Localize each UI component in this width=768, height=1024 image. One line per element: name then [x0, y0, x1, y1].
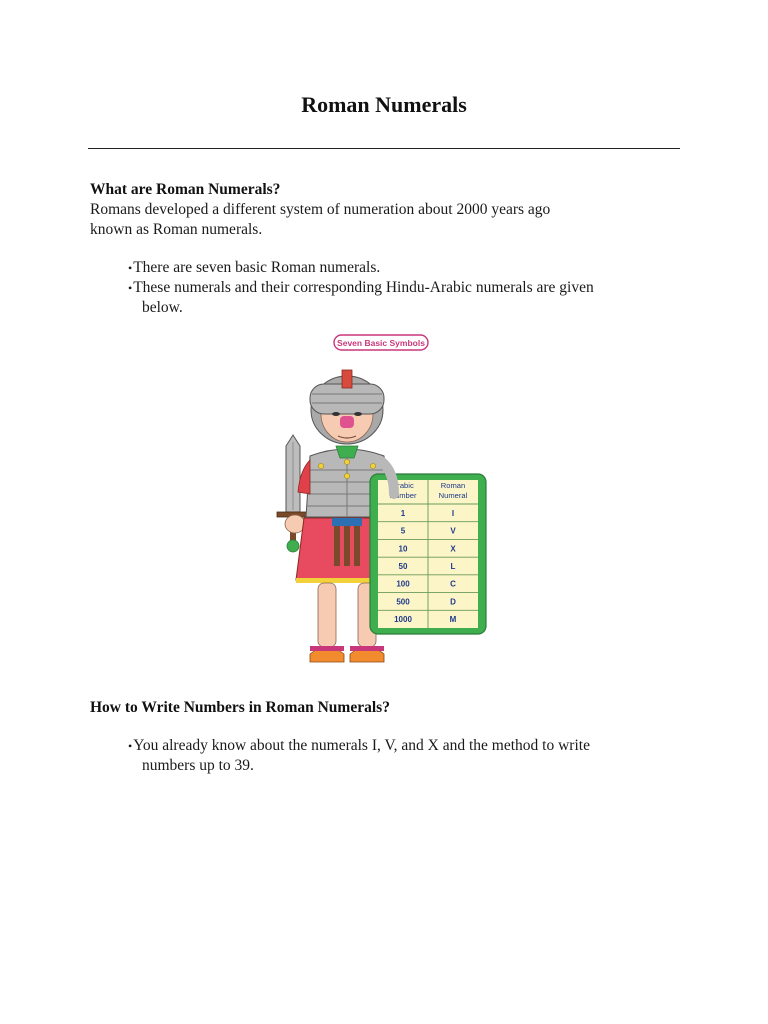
bullet-item: [128, 736, 696, 776]
badge-label: Seven Basic Symbols: [337, 338, 425, 348]
bullet-item: [128, 278, 696, 318]
table-cell-roman: C: [450, 579, 456, 589]
table-cell-arabic: 1000: [394, 615, 412, 625]
table-cell-roman: M: [449, 615, 457, 625]
page-title: Roman Numerals: [301, 92, 467, 117]
table-cell-arabic: 500: [396, 597, 410, 607]
table-cell-roman: X: [450, 544, 456, 554]
numeral-shield: [370, 474, 486, 634]
title-divider: [88, 148, 680, 149]
table-cell-arabic: 5: [400, 526, 406, 536]
table-cell-roman: V: [450, 526, 456, 536]
section-heading-how: How to Write Numbers in Roman Numerals?: [90, 699, 390, 716]
sandals-icon: [310, 646, 384, 662]
bullet-text: There are seven basic Roman numerals.: [133, 259, 381, 276]
table-cell-roman: I: [451, 508, 455, 518]
section-heading-what: What are Roman Numerals?: [90, 181, 281, 198]
intro-paragraph: [90, 200, 680, 240]
bullet-icon: •: [128, 261, 133, 275]
table-cell-arabic: 10: [398, 544, 408, 554]
intro-line-1: Romans developed a different system of numeration about 2000 years ago: [90, 201, 551, 218]
header-arabic-line2: Number: [389, 491, 417, 500]
bullet-text: You already know about the numerals I, V, and X and the method to write: [133, 737, 590, 754]
bullet-item: [128, 258, 696, 278]
seven-symbols-badge: [334, 335, 428, 350]
header-arabic-line1: Arabic: [392, 481, 414, 490]
bullet-continuation: numbers up to 39.: [142, 757, 254, 774]
bullet-text: These numerals and their corresponding Hindu-Arabic numerals are given: [133, 279, 594, 296]
roman-soldier-figure: [270, 332, 500, 680]
bullet-icon: •: [128, 281, 133, 295]
header-roman-line2: Numeral: [438, 491, 468, 500]
table-cell-arabic: 100: [396, 579, 410, 589]
bullet-icon: •: [128, 739, 133, 753]
soldier-illustration: [270, 332, 500, 680]
soldier-head: [310, 370, 384, 444]
table-cell-roman: D: [450, 597, 456, 607]
header-roman-line1: Roman: [440, 481, 466, 490]
intro-line-2: known as Roman numerals.: [90, 221, 263, 238]
table-cell-roman: L: [450, 562, 456, 571]
table-cell-arabic: 1: [400, 508, 406, 518]
table-cell-arabic: 50: [398, 562, 408, 571]
bullet-continuation: below.: [142, 299, 183, 316]
